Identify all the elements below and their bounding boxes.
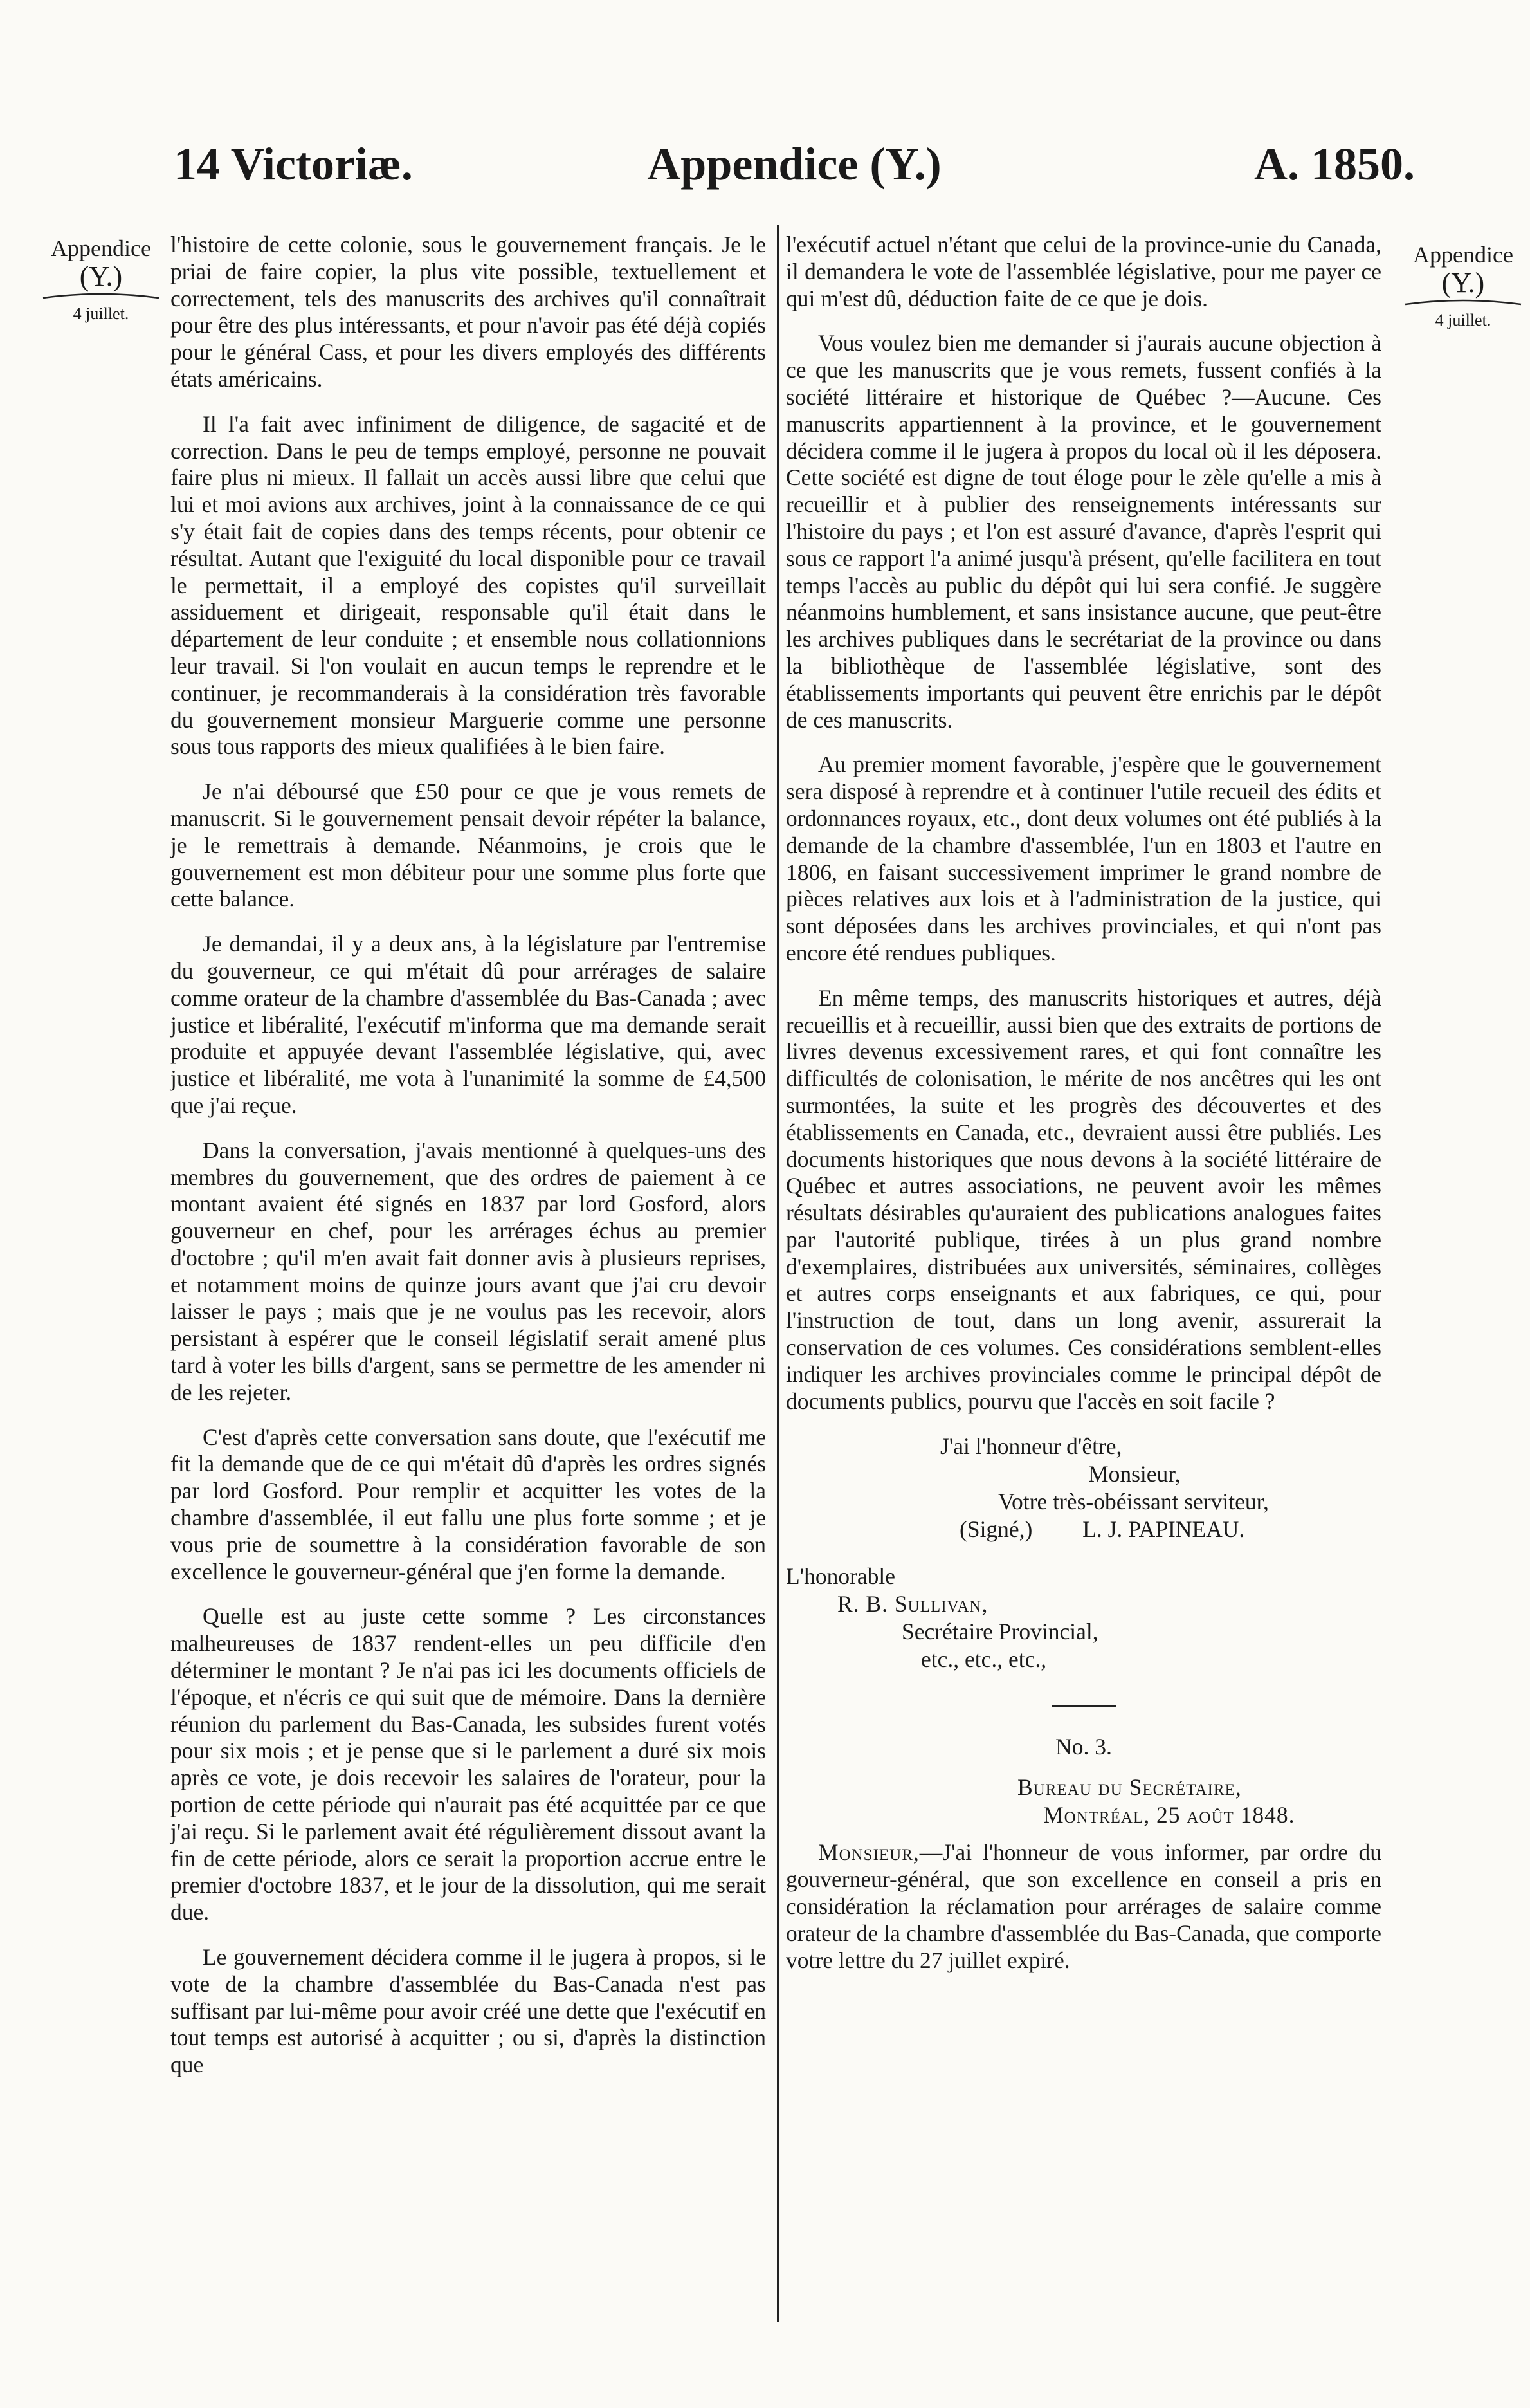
closing-signature-line — [786, 1516, 1381, 1543]
header-appendix-title: Appendice (Y.) — [647, 138, 942, 190]
closing-servant: Votre très-obéissant serviteur, — [998, 1489, 1269, 1515]
letter-3-header — [786, 1733, 1381, 1829]
paragraph: Le gouvernement décidera comme il le jugera à propos, si le vote de la chambre d'assemblée du Bas-Canada n'est pas suffisant par lui-même pour avoir créé une dette que l'exécutif en tout temps est autorisé à acquitter ; ou si, d'après la distinction que — [170, 1944, 766, 2078]
letter-number: No. 3. — [1055, 1734, 1112, 1760]
margin-brace-icon — [40, 291, 162, 300]
addressee-role: Secrétaire Provincial, — [902, 1619, 1098, 1645]
paragraph: l'exécutif actuel n'étant que celui de la province-unie du Canada, il demandera le vote de l'assemblée législative, pour me payer ce qui m'est dû, déduction faite de ce que je dois. — [786, 232, 1381, 311]
left-margin-note — [40, 235, 162, 325]
letter-closing — [786, 1433, 1381, 1673]
section-divider — [1052, 1705, 1116, 1707]
right-column — [786, 232, 1381, 1992]
letter-place-date: Montréal, 25 août 1848. — [1043, 1802, 1295, 1828]
letter-body-text: —J'ai l'honneur de vous informer, par ordre du gouverneur-général, que son excellence en conseil a pris en considération la réclamation pour arrérages de salaire comme orateur de la chambre d'assemblée du Bas-Canada, que comporte votre lettre du 27 juillet expiré. — [786, 1839, 1381, 1973]
signature-name: L. J. PAPINEAU. — [1082, 1516, 1245, 1543]
signed-marker: (Signé,) — [960, 1516, 1033, 1543]
margin-note-label: Appendice — [51, 235, 151, 261]
paragraph: Il l'a fait avec infiniment de diligence, de sagacité et de correction. Dans le peu de temps employé, personne ne pouvait faire plus ni mieux. Il fallait un accès aussi libre que celui que lui et moi avions aux archives, joint à la connaissance de ce qui s'y était fait de copies dans des temps récents, pour obtenir ce résultat. Autant que l'exiguité du local disponible pour ce travail le permettait, il a employé des copistes qu'il surveillait assiduement et dirigeait, responsable qu'il était dans le département de leur conduite ; et ensemble nous collationnions leur travail. Si l'on voulait en aucun temps le reprendre et le continuer, je recommanderais à la considération très favorable du gouvernement monsieur Marguerie comme une personne sous tous rapports des mieux qualifiées à le bien faire. — [170, 410, 766, 760]
paragraph: l'histoire de cette colonie, sous le gouvernement français. Je le priai de faire copier, la plus vite possible, textuellement et correctement, tels des manuscrits des archives qu'il connaîtrait pour être des plus intéressants, et pour n'avoir pas été déjà copiés pour le général Cass, et pour les divers employés des différents états américains. — [170, 232, 766, 392]
closing-honour: J'ai l'honneur d'être, — [940, 1433, 1122, 1460]
margin-note-date: 4 juillet. — [1435, 311, 1491, 329]
closing-salutation: Monsieur, — [1088, 1461, 1181, 1487]
header-year: A. 1850. — [1254, 138, 1415, 190]
paragraph: Je n'ai déboursé que £50 pour ce que je vous remets de manuscrit. Si le gouvernement pensait devoir répéter la balance, je le remettrais à demande. Néanmoins, je crois que le gouvernement est mon débiteur pour une somme plus forte que cette balance. — [170, 778, 766, 912]
margin-brace-icon — [1402, 298, 1524, 307]
paragraph: Quelle est au juste cette somme ? Les circonstances malheureuses de 1837 rendent-elles un peu difficile d'en déterminer le montant ? Je n'ai pas ici les documents officiels de l'époque, et n'écris ce qui suit que de mémoire. Dans la dernière réunion du parlement du Bas-Canada, les subsides furent votés pour six mois ; et je pense que si le parlement a duré six mois après ce vote, je dois recevoir les salaires de l'orateur, pour la portion de cette période qui n'aurait pas été acquittée par ce que j'ai reçu. Si le parlement avait été régulièrement dissout avant la fin de cette période, alors ce serait la proportion accrue entre le premier d'octobre 1837, et le jour de la dissolution, qui me serait due. — [170, 1603, 766, 1925]
paragraph: Dans la conversation, j'avais mentionné à quelques-uns des membres du gouvernement, que des ordres de paiement à ce montant avaient été signés en 1837 par lord Gosford, alors gouverneur en chef, pour les arrérages échus au premier d'octobre ; qu'il m'en avait fait donner avis à plusieurs reprises, et notamment moins de quinze jours avant que j'ai cru devoir laisser le pays ; mais que je ne voulus pas les recevoir, alors persistant à espérer que le conseil législatif serait amené plus tard à voter les bills d'argent, sans se permettre de les amender ni de les rejeter. — [170, 1137, 766, 1405]
addressee-etc: etc., etc., etc., — [921, 1646, 1047, 1673]
column-divider — [777, 225, 779, 2322]
letter-office: Bureau du Secrétaire, — [1017, 1774, 1242, 1801]
paragraph: Vous voulez bien me demander si j'aurais aucune objection à ce que les manuscrits que je vous remets, fussent confiés à la société littéraire et historique de Québec ?—Aucune. Ces manuscrits appartiennent à la province, et le gouvernement décidera comme il le jugera à propos du local où il les déposera. Cette société est digne de tout éloge pour le zèle qu'elle a mis à recueillir et à publier des renseignements intéressants sur l'histoire du pays ; et l'on est assuré d'avance, d'après l'esprit qui sous ce rapport l'a animé jusqu'à présent, qu'elle facilitera en tout temps l'accès au public du dépôt qui lui sera confié. Je suggère néanmoins humblement, et sans insistance aucune, que peut-être les archives publiques dans le secrétariat de la province ou dans la bibliothèque de l'assemblée législative, sont des établissements importants qui peuvent être enrichis par le dépôt de ces manuscrits. — [786, 330, 1381, 733]
right-margin-note — [1402, 241, 1524, 331]
addressee-title: L'honorable — [786, 1563, 896, 1590]
margin-note-label: Appendice — [1413, 242, 1513, 268]
header-regnal-year: 14 Victoriæ. — [174, 138, 413, 190]
paragraph: Je demandai, il y a deux ans, à la législature par l'entremise du gouverneur, ce qui m'était dû pour arrérages de salaire comme orateur de la chambre d'assemblée du Bas-Canada ; avec justice et libéralité, l'exécutif m'informa que ma demande serait produite et appuyée devant l'assemblée législative, qui, avec justice et libéralité, me vota à l'unanimité la somme de £4,500 que j'ai reçue. — [170, 931, 766, 1118]
addressee-name: R. B. Sullivan, — [837, 1591, 988, 1617]
page-header — [174, 135, 1415, 193]
margin-note-letter: (Y.) — [79, 261, 123, 292]
letter-salutation: Monsieur, — [818, 1839, 920, 1866]
margin-note-letter: (Y.) — [1441, 267, 1485, 299]
paragraph: C'est d'après cette conversation sans doute, que l'exécutif me fit la demande que de ce qui m'était dû d'après les ordres signés par lord Gosford. Pour remplir et acquitter les votes de la chambre d'assemblée, il eut fallu une plus forte somme ; et je vous prie de soumettre à la considération favorable de son excellence le gouverneur-général que j'en forme la demande. — [170, 1424, 766, 1585]
paragraph: Au premier moment favorable, j'espère que le gouvernement sera disposé à reprendre et à continuer l'utile recueil des édits et ordonnances royaux, etc., dont deux volumes ont été publiés à la demande de la chambre d'assemblée, l'un en 1803 et l'autre en 1806, en faisant successivement imprimer le grand nombre de pièces relatives aux lois et à l'administration de la justice, qui sont déposées dans les archives provinciales, et qui n'ont pas encore été rendues publiques. — [786, 751, 1381, 966]
paragraph: En même temps, des manuscrits historiques et autres, déjà recueillis et à recueillir, aussi bien que des extraits de portions de livres devenus excessivement rares, et qui font connaître les difficultés de colonisation, le mérite de nos ancêtres qui les ont surmontées, la suite et les progrès des découvertes et des établissements en Canada, etc., devraient aussi être publiés. Les documents historiques que nous devons à la société littéraire de Québec et autres associations, ne peuvent avoir les mêmes résultats désirables qu'auraient des publications analogues faites par l'autorité publique, tirées à un plus grand nombre d'exemplaires, distribuées aux universités, séminaires, collèges et autres corps enseignants et aux fabriques, ce qui, pour l'instruction de tout, dans un long avenir, assurerait la conservation de ces volumes. Ces considérations semblent-elles indiquer les archives provinciales comme le principal dépôt de documents publics, pourvu que l'accès en soit facile ? — [786, 984, 1381, 1414]
letter-3-body — [786, 1839, 1381, 1974]
margin-note-date: 4 juillet. — [73, 304, 129, 323]
left-column — [170, 232, 766, 2097]
